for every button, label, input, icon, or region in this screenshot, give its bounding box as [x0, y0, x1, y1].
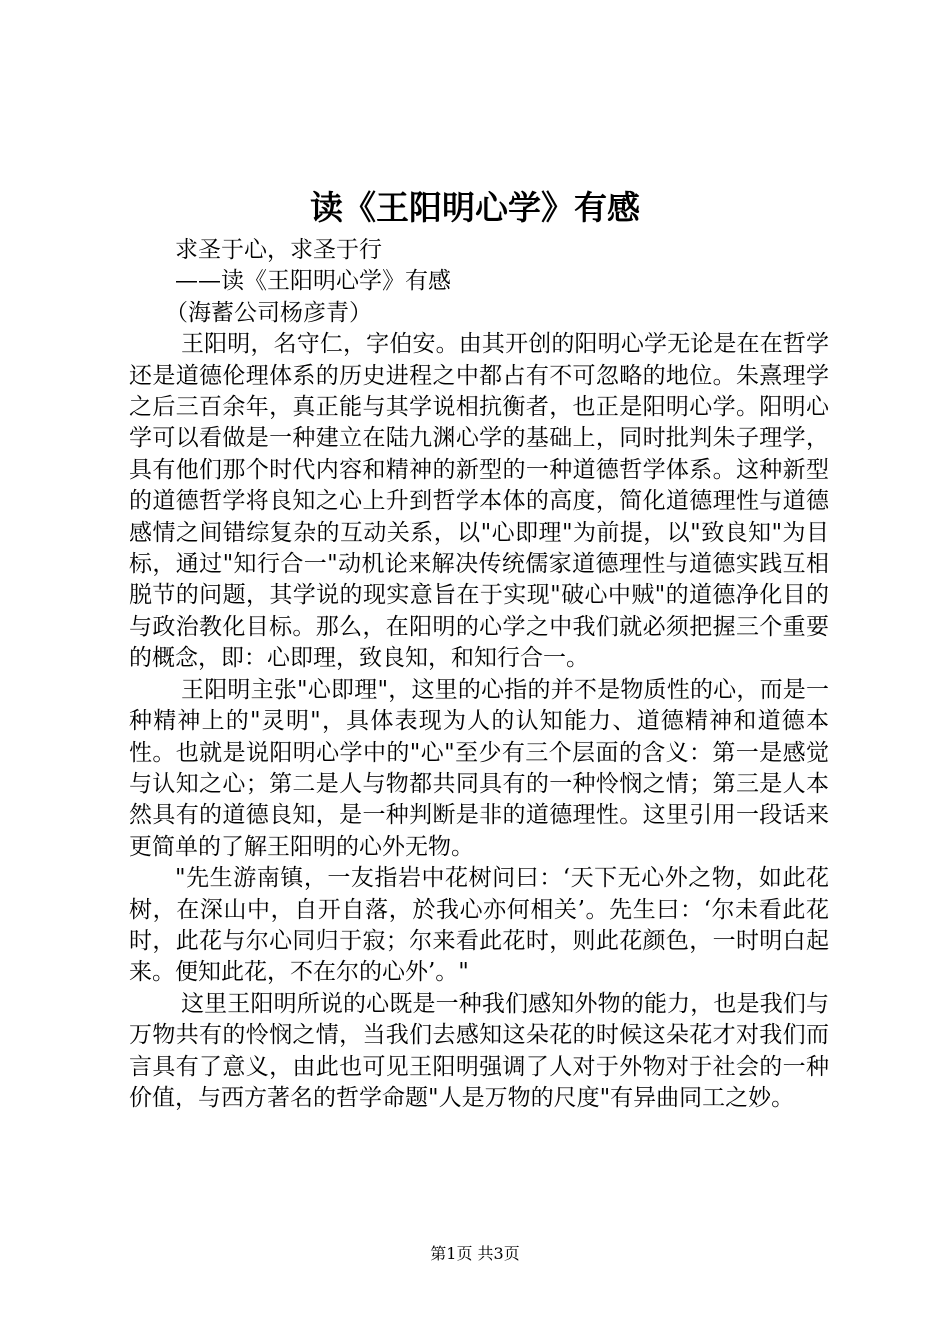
paragraph: 王阳明，名守仁，字伯安。由其开创的阳明心学无论是在在哲学还是道德伦理体系的历史进程之中都占有不可忽略的地位。朱熹理学之后三百余年，真正能与其学说相抗衡者，也正是阳明心学。阳明心学可以看做是一种建立在陆九渊心学的基础上，同时批判朱子理学，具有他们那个时代内容和精神的新型的一种道德哲学体系。这种新型的道德哲学将良知之心上升到哲学本体的高度，简化道德理性与道德感情之间错综复杂的互动关系，以"心即理"为前提，以"致良知"为目标，通过"知行合一"动机论来解决传统儒家道德理性与道德实践互相脱节的问题，其学说的现实意旨在于实现"破心中贼"的道德净化目的与政治教化目标。那么，在阳明的心学之中我们就必须把握三个重要的概念，即：心即理，致良知，和知行合一。 — [129, 331, 829, 672]
document-body — [129, 235, 829, 1114]
quote-paragraph: "先生游南镇，一友指岩中花树问曰：‘天下无心外之物，如此花树，在深山中，自开自落，於我心亦何相关’。先生曰：‘尔未看此花时，此花与尔心同归于寂；尔来看此花时，则此花颜色，一时明白起来。便知此花，不在尔的心外’。" — [129, 865, 829, 986]
author-line: （海蓄公司杨彦青） — [165, 299, 372, 326]
subtitle-line: ——读《王阳明心学》有感 — [175, 268, 451, 295]
paragraph: 这里王阳明所说的心既是一种我们感知外物的能力，也是我们与万物共有的怜悯之情，当我们去感知这朵花的时候这朵花才对我们而言具有了意义，由此也可见王阳明强调了人对于外物对于社会的一种价值，与西方著名的哲学命题"人是万物的尺度"有异曲同工之妙。 — [129, 990, 829, 1111]
paragraph: 王阳明主张"心即理"，这里的心指的并不是物质性的心，而是一种精神上的"灵明"，具体表现为人的认知能力、道德精神和道德本性。也就是说阳明心学中的"心"至少有三个层面的含义：第一是感觉与认知之心；第二是人与物都共同具有的一种怜悯之情；第三是人本然具有的道德良知，是一种判断是非的道德理性。这里引用一段话来更简单的了解王阳明的心外无物。 — [129, 676, 829, 860]
page-title: 读《王阳明心学》有感 — [310, 188, 640, 227]
page-footer: 第1页 共3页 — [430, 1244, 520, 1263]
subtitle-line: 求圣于心，求圣于行 — [175, 237, 382, 263]
